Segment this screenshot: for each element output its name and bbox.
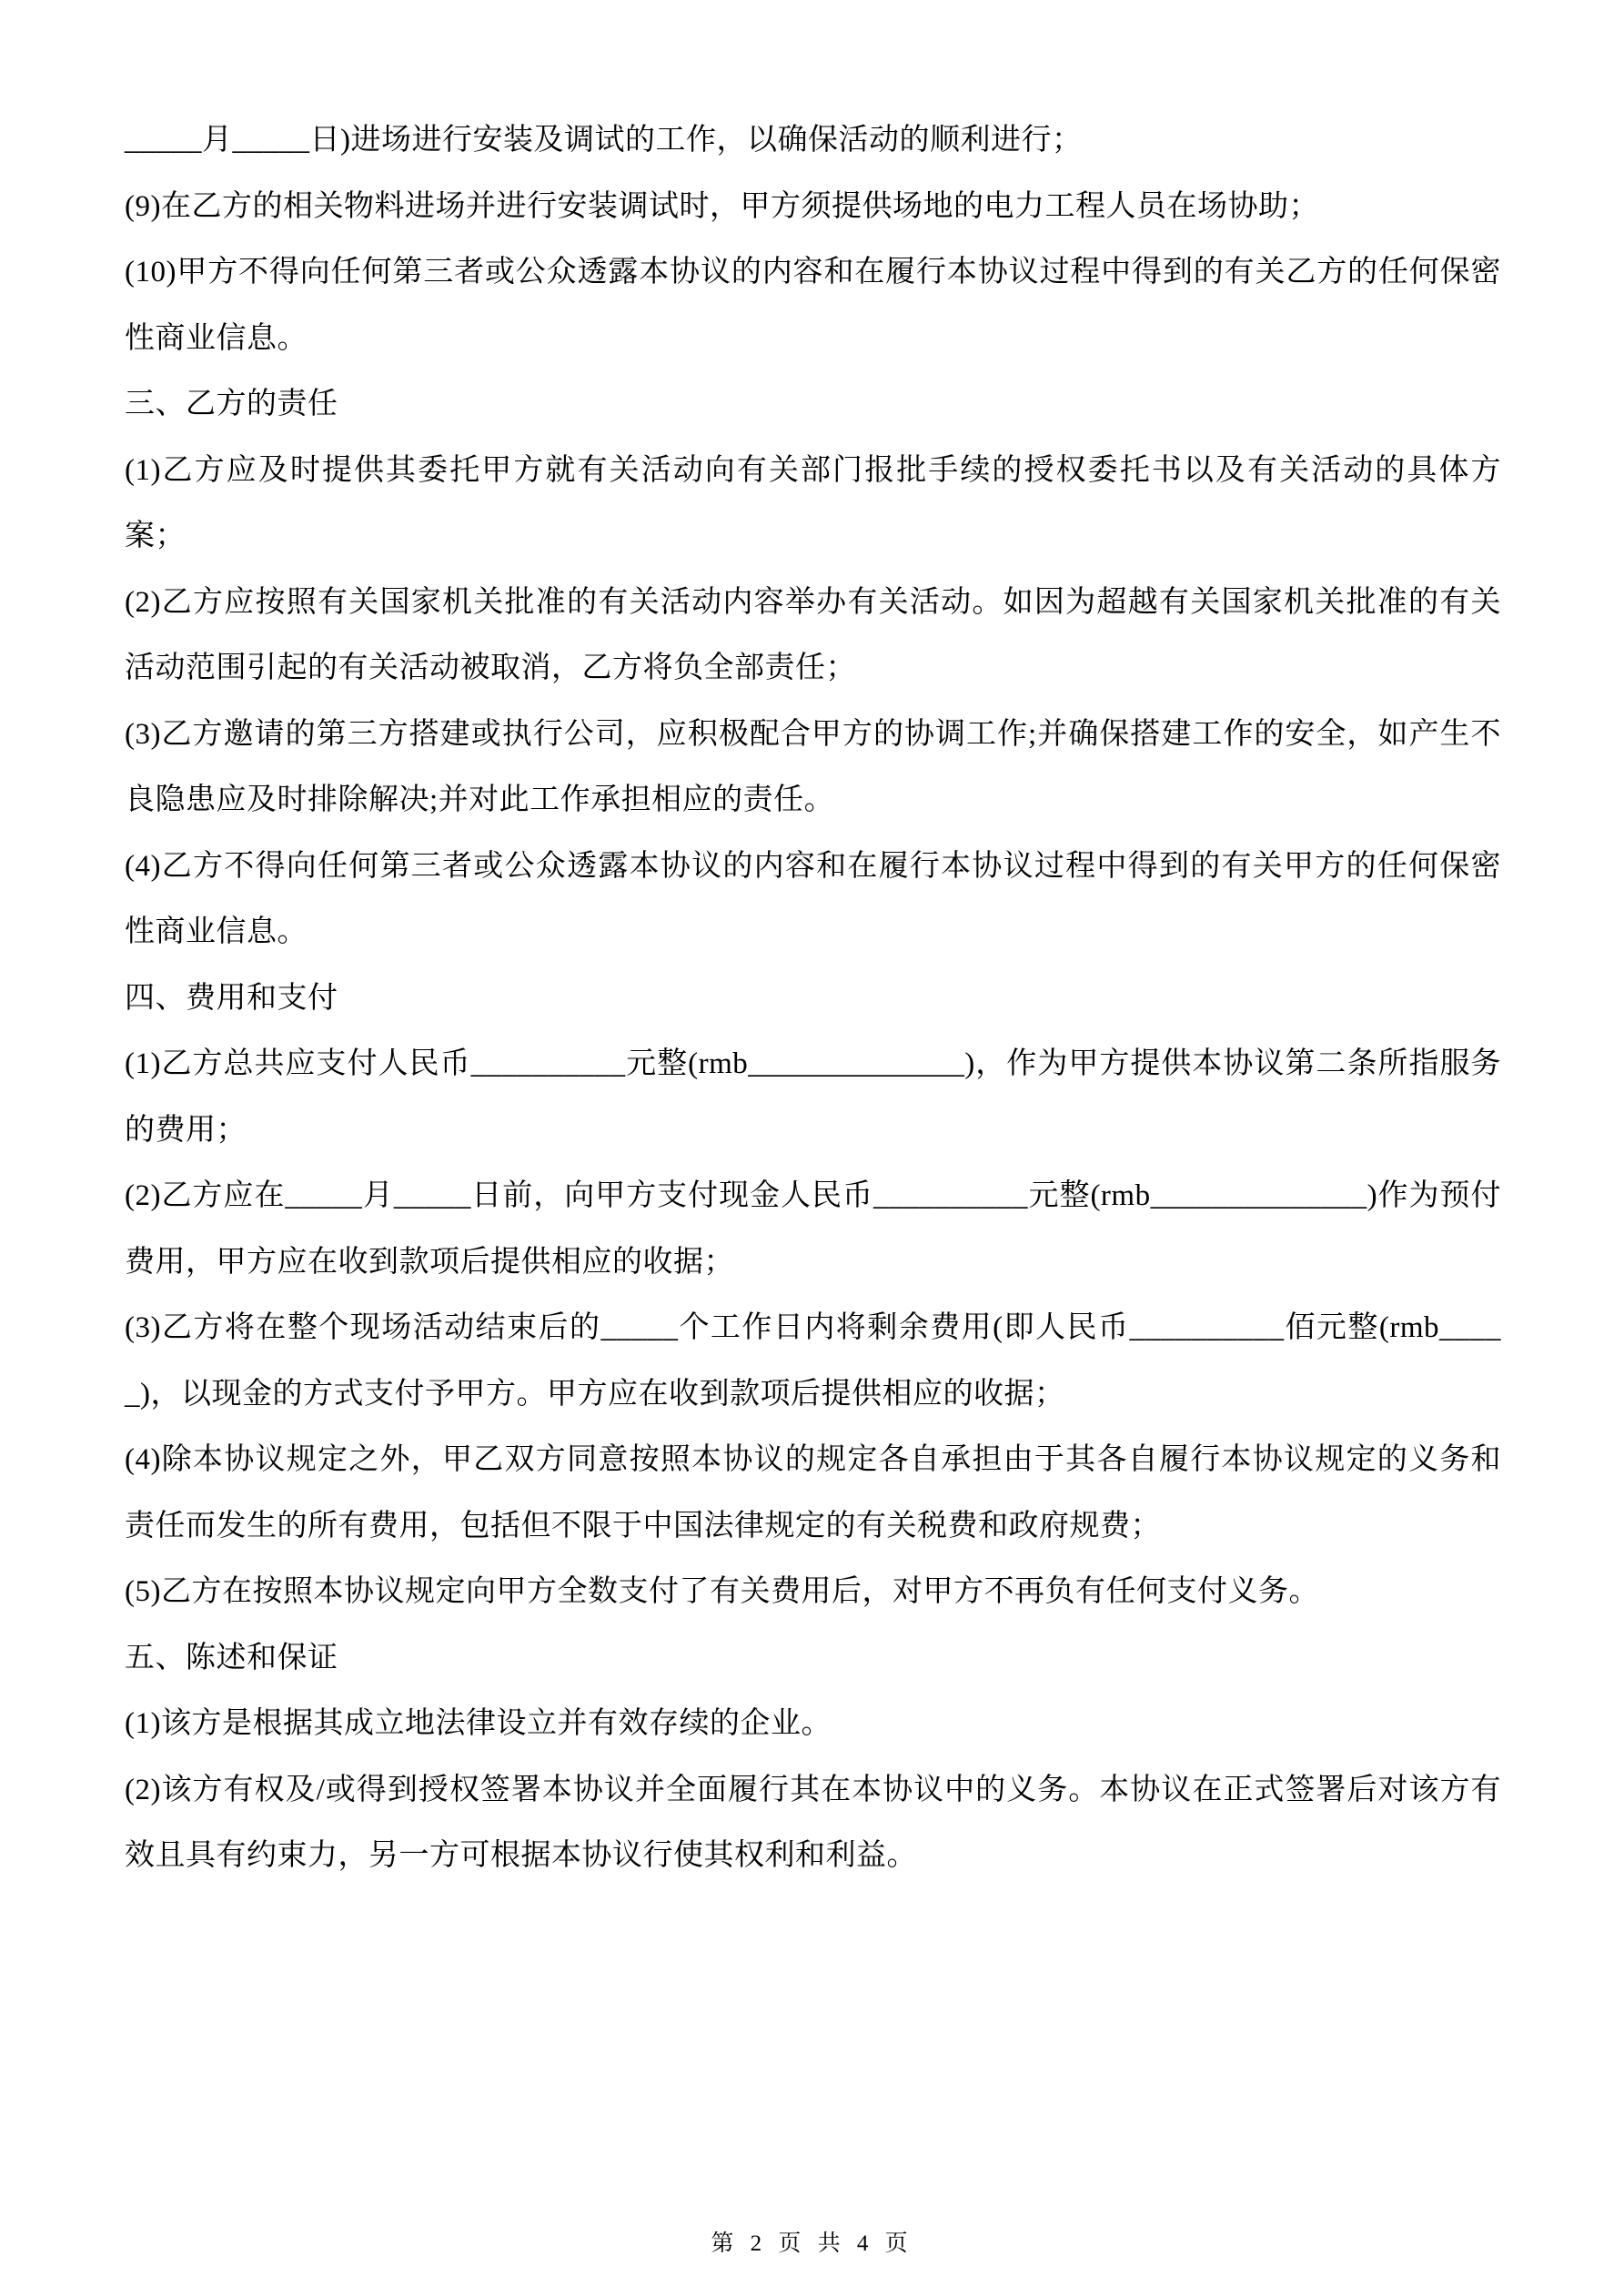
clause-payment-4: (4)除本协议规定之外，甲乙双方同意按照本协议的规定各自承担由于其各自履行本协议规定的义务和责任而发生的所有费用，包括但不限于中国法律规定的有关税费和政府规费； — [125, 1443, 1501, 1542]
clause-representation-2: (2)该方有权及/或得到授权签署本协议并全面履行其在本协议中的义务。本协议在正式签署后对该方有效且具有约束力，另一方可根据本协议行使其权利和利益。 — [125, 1773, 1501, 1872]
clause-party-b-1: (1)乙方应及时提供其委托甲方就有关活动向有关部门报批手续的授权委托书以及有关活动的具体方案； — [125, 453, 1501, 552]
clause-payment-3: (3)乙方将在整个现场活动结束后的_____个工作日内将剩余费用(即人民币__________佰元整(rmb_____)，以现金的方式支付予甲方。甲方应在收到款项后提供相应的收据； — [125, 1311, 1501, 1411]
section-heading-4: 四、费用和支付 — [125, 981, 338, 1015]
clause-party-b-2: (2)乙方应按照有关国家机关批准的有关活动内容举办有关活动。如因为超越有关国家机关批准的有关活动范围引起的有关活动被取消，乙方将负全部责任； — [125, 585, 1501, 684]
section-heading-5: 五、陈述和保证 — [125, 1641, 338, 1674]
clause-payment-1: (1)乙方总共应支付人民币__________元整(rmb______________)，作为甲方提供本协议第二条所指服务的费用； — [125, 1047, 1501, 1147]
clause-party-b-4: (4)乙方不得向任何第三者或公众透露本协议的内容和在履行本协议过程中得到的有关甲方的任何保密性商业信息。 — [125, 849, 1501, 948]
clause-party-a-10: (10)甲方不得向任何第三者或公众透露本协议的内容和在履行本协议过程中得到的有关乙方的任何保密性商业信息。 — [125, 256, 1501, 355]
contract-body — [125, 107, 1501, 1889]
clause-party-a-9: (9)在乙方的相关物料进场并进行安装调试时，甲方须提供场地的电力工程人员在场协助； — [125, 189, 1319, 223]
clause-representation-1: (1)该方是根据其成立地法律设立并有效存续的企业。 — [125, 1707, 832, 1740]
clause-party-b-3: (3)乙方邀请的第三方搭建或执行公司，应积极配合甲方的协调工作;并确保搭建工作的安全，如产生不良隐患应及时排除解决;并对此工作承担相应的责任。 — [125, 717, 1501, 816]
section-heading-3: 三、乙方的责任 — [125, 388, 338, 420]
page-number-footer: 第 2 页 共 4 页 — [711, 2231, 913, 2256]
clause-payment-5: (5)乙方在按照本协议规定向甲方全数支付了有关费用后，对甲方不再负有任何支付义务。 — [125, 1575, 1319, 1608]
clause-continuation: _____月_____日)进场进行安装及调试的工作，以确保活动的顺利进行； — [125, 124, 1083, 157]
clause-payment-2: (2)乙方应在_____月_____日前，向甲方支付现金人民币__________元整(rmb______________)作为预付费用，甲方应在收到款项后提供相应的收据； — [125, 1179, 1501, 1279]
